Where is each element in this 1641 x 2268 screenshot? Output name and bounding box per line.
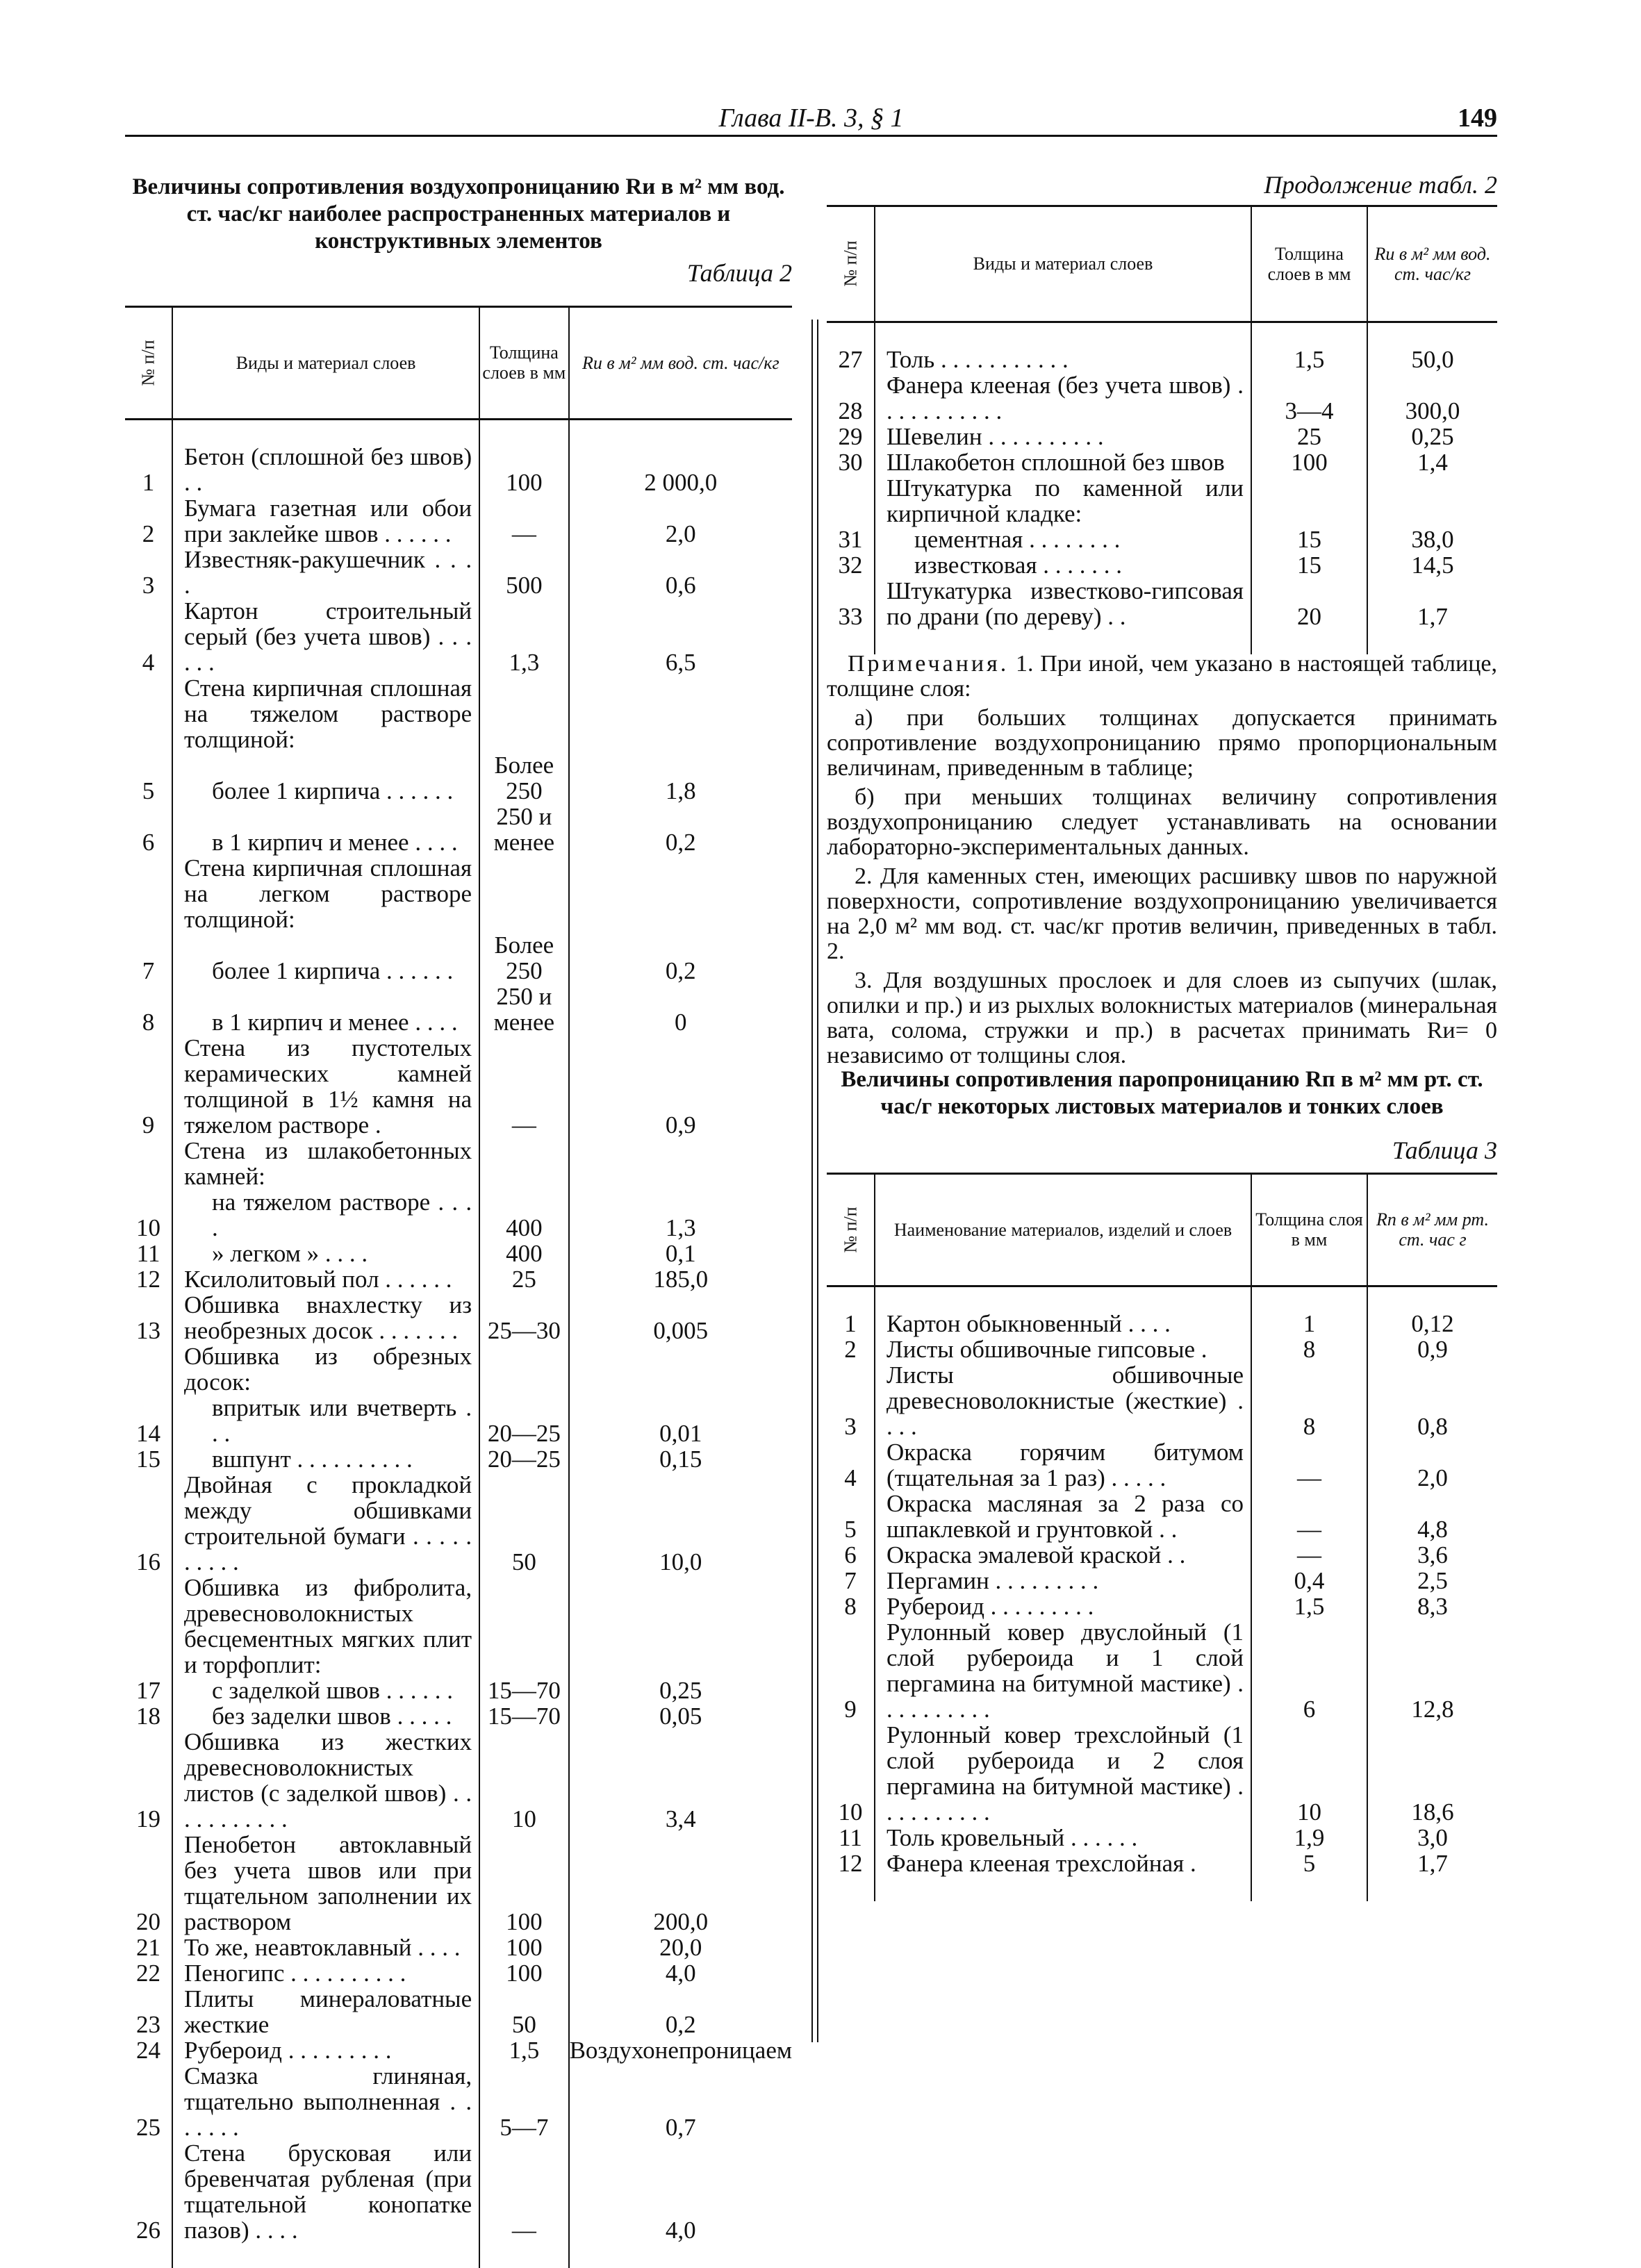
row-material: Стена кирпичная сплошная на тяжелом растворе толщиной: [172,675,479,752]
table-row [827,1722,1497,1825]
row-thickness [479,855,568,932]
row-number: 21 [136,1933,161,1961]
row-thickness [479,1138,568,1189]
row-number [125,1575,172,1678]
row-resistance [569,1575,792,1678]
row-number: 2 [142,520,155,547]
table2-right-body [827,322,1497,654]
row-material: Шевелин . . . . . . . . . . [875,424,1251,449]
row-resistance: 3,0 [1367,1825,1497,1851]
row-thickness: 400 [479,1189,568,1241]
row-number: 19 [136,1805,161,1832]
table-row [125,444,792,495]
row-material: Стена кирпичная сплошная на легком растворе толщиной: [172,855,479,932]
row-resistance: 0,1 [569,1241,792,1266]
table-subheading-row [125,1138,792,1189]
table-row [125,1292,792,1343]
table-row [125,932,792,984]
table-row [125,1678,792,1703]
row-material: Обшивка из фибролита, древесноволокнистых бесцементных мягких плит и торфоплит: [172,1575,479,1678]
row-thickness: 3—4 [1251,372,1367,424]
col-material: Наименование материалов, изделий и слоев [875,1175,1251,1286]
row-material: Толь . . . . . . . . . . . [875,347,1251,372]
table2-notes [827,652,1497,1073]
row-material: Картон строительный серый (без учета швов) . . . . . . [172,598,479,675]
row-number: 22 [136,1959,161,1987]
table-row [827,347,1497,372]
row-resistance: 0 [569,984,792,1035]
table-row [827,527,1497,552]
row-thickness: 100 [1251,449,1367,475]
table3-body [827,1286,1497,1901]
row-thickness: 25 [1251,424,1367,449]
table-row [827,1336,1497,1362]
row-material: Бетон (сплошной без швов) . . [172,444,479,495]
row-material: Смазка глиняная, тщательно выполненная . . . . . . . [172,2063,479,2140]
row-material: Стена брусковая или бревенчатая рубленая (при тщательной конопатке пазов) . . . . [172,2140,479,2243]
row-resistance: 0,05 [569,1703,792,1729]
row-resistance: 0,15 [569,1446,792,1472]
row-resistance: 3,6 [1367,1542,1497,1568]
table-row [827,1542,1497,1568]
row-resistance: 0,6 [569,547,792,598]
row-thickness: 8 [1251,1336,1367,1362]
row-material: Окраска эмалевой краской . . [875,1542,1251,1568]
row-material: Фанера клееная трехслойная . [875,1851,1251,1876]
row-material: с заделкой швов . . . . . . [172,1678,479,1703]
row-resistance: 8,3 [1367,1594,1497,1619]
table-subheading-row [827,475,1497,527]
table2-continuation-label: Продолжение табл. 2 [1264,171,1497,199]
row-resistance [569,855,792,932]
row-number [827,475,875,527]
row-material: Пеногипс . . . . . . . . . . [172,1960,479,1986]
row-resistance: 2 000,0 [569,444,792,495]
row-thickness: 15—70 [479,1703,568,1729]
col-material: Виды и материал слоев [875,207,1251,322]
table-row [125,1960,792,1986]
row-thickness [479,675,568,752]
row-number: 25 [136,2113,161,2141]
row-number: 5 [844,1515,857,1543]
row-thickness: 50 [479,1472,568,1575]
row-material: Пергамин . . . . . . . . . [875,1568,1251,1594]
col-thickness: Толщина слоев в мм [479,308,568,419]
table-row [125,804,792,855]
row-number: 18 [136,1702,161,1730]
row-material: в 1 кирпич и менее . . . . [172,804,479,855]
row-material: Толь кровельный . . . . . . [875,1825,1251,1851]
row-thickness: 15 [1251,552,1367,578]
row-material: Листы обшивочные гипсовые . [875,1336,1251,1362]
row-number: 33 [838,602,863,630]
row-number [125,675,172,752]
row-resistance: 2,5 [1367,1568,1497,1594]
row-number: 10 [136,1214,161,1241]
running-header [125,103,1497,137]
note-3: 3. Для воздушных прослоек и для слоев из сыпучих (шлак, опилки и пр.) и из рыхлых волокнистых материалов (минеральная вата, солома, стружки и пр.) в расчетах принимать Rи= 0 независимо от толщины слоя. [827,968,1497,1068]
row-material: Двойная с прокладкой между обшивками строительной бумаги . . . . . . . . . . [172,1472,479,1575]
row-number: 10 [838,1798,863,1826]
row-material: Рулонный ковер двуслойный (1 слой рубероида и 1 слой пергамина на битумной мастике) . . . . . . . . . . [875,1619,1251,1722]
row-material: Окраска горячим битумом (тщательная за 1 раз) . . . . . [875,1439,1251,1491]
row-number: 13 [136,1316,161,1344]
row-thickness: — [479,1035,568,1138]
row-thickness: 1,5 [1251,347,1367,372]
col-resistance: Rп в м² мм рт. ст. час г [1367,1175,1497,1286]
row-material: Окраска масляная за 2 раза со шпаклевкой и грунтовкой . . [875,1491,1251,1542]
row-resistance: 38,0 [1367,527,1497,552]
row-resistance: 185,0 [569,1266,792,1292]
row-material: без заделки швов . . . . . [172,1703,479,1729]
col-thickness: Толщина слоя в мм [1251,1175,1367,1286]
row-number: 4 [142,648,155,676]
row-thickness: 100 [479,1935,568,1960]
row-material: известковая . . . . . . . [875,552,1251,578]
row-thickness: 100 [479,444,568,495]
row-thickness [479,1575,568,1678]
row-thickness: 50 [479,1986,568,2037]
row-resistance: 1,7 [1367,1851,1497,1876]
table2-left [125,306,792,2268]
row-resistance: 4,0 [569,2140,792,2243]
row-number [125,855,172,932]
table-row [827,552,1497,578]
row-number: 8 [844,1592,857,1620]
table-row [125,1729,792,1832]
table-row [125,2140,792,2243]
row-resistance [569,1138,792,1189]
table-subheading-row [125,1575,792,1678]
row-number: 24 [136,2036,161,2064]
row-thickness: 1,9 [1251,1825,1367,1851]
row-material: Обшивка из обрезных досок: [172,1343,479,1395]
row-material: вшпунт . . . . . . . . . . [172,1446,479,1472]
table-row [827,1568,1497,1594]
row-number: 1 [142,468,155,496]
table-row [827,1362,1497,1439]
row-thickness [1251,475,1367,527]
table-row [125,1395,792,1446]
row-thickness: 15—70 [479,1678,568,1703]
row-number: 5 [142,777,155,804]
row-resistance: 200,0 [569,1832,792,1935]
row-thickness: 6 [1251,1619,1367,1722]
row-number: 1 [844,1309,857,1337]
row-number: 15 [136,1445,161,1473]
row-resistance: 14,5 [1367,552,1497,578]
row-thickness: 1,5 [1251,1594,1367,1619]
row-thickness: 400 [479,1241,568,1266]
row-number: 11 [839,1823,862,1851]
row-material: То же, неавтоклавный . . . . [172,1935,479,1960]
table-row [125,752,792,804]
row-number: 3 [142,571,155,599]
row-material: Штукатурка известково-гипсовая по драни (по дереву) . . [875,578,1251,629]
row-material: » легком » . . . . [172,1241,479,1266]
table-row [125,547,792,598]
table2-right-grid [827,207,1497,654]
table-subheading-row [125,855,792,932]
row-thickness: — [1251,1542,1367,1568]
row-number: 11 [136,1239,160,1267]
row-material: Стена из пустотелых керамических камней толщиной в 1½ камня на тяжелом растворе . [172,1035,479,1138]
row-thickness: — [1251,1491,1367,1542]
table-row [827,1311,1497,1336]
row-thickness: 8 [1251,1362,1367,1439]
row-thickness: 10 [1251,1722,1367,1825]
row-number: 32 [838,551,863,579]
row-resistance: 1,8 [569,752,792,804]
row-material: на тяжелом растворе . . . . [172,1189,479,1241]
row-thickness: — [479,2140,568,2243]
row-thickness: 500 [479,547,568,598]
col-num: № п/п [125,308,172,419]
row-thickness: 100 [479,1832,568,1935]
row-resistance: 18,6 [1367,1722,1497,1825]
row-thickness: 0,4 [1251,1568,1367,1594]
row-material: Фанера клееная (без учета швов) . . . . . . . . . . . [875,372,1251,424]
row-resistance: 0,12 [1367,1311,1497,1336]
row-material: Ксилолитовый пол . . . . . . [172,1266,479,1292]
row-resistance: 20,0 [569,1935,792,1960]
row-resistance [569,1343,792,1395]
row-number: 27 [838,345,863,373]
row-resistance: 2,0 [569,495,792,547]
table-row [125,1935,792,1960]
row-resistance: 50,0 [1367,347,1497,372]
table-row [827,1439,1497,1491]
row-resistance [1367,475,1497,527]
row-number: 14 [136,1419,161,1447]
row-number: 26 [136,2216,161,2244]
row-thickness: 250 и менее [479,984,568,1035]
table-row [125,495,792,547]
table3-caption: Величины сопротивления паропроницанию Rп в м² мм рт. ст. час/г некоторых листовых материалов и тонких слоев [841,1067,1483,1119]
row-material: более 1 кирпича . . . . . . [172,932,479,984]
row-resistance: 1,3 [569,1189,792,1241]
row-resistance: 0,9 [1367,1336,1497,1362]
row-material: впритык или вчетверть . . . [172,1395,479,1446]
row-resistance: 0,7 [569,2063,792,2140]
table2-left-body [125,419,792,2268]
row-resistance: 0,25 [1367,424,1497,449]
row-material: Листы обшивочные древесноволокнистые (жесткие) . . . . [875,1362,1251,1439]
note-1b: б) при меньших толщинах величину сопротивления воздухопроницанию следует устанавливать на основании лабораторно-экспериментальных данных. [827,784,1497,860]
table2-caption: Величины сопротивления воздухопроницанию Rи в м² мм вод. ст. час/кг наиболее распространенных материалов и конструктивных элементов [132,174,785,254]
row-number: 28 [838,397,863,424]
row-material: Известняк-ракушечник . . . . [172,547,479,598]
row-number: 12 [136,1265,161,1293]
table-row [827,1594,1497,1619]
row-material: Плиты минераловатные жесткие [172,1986,479,2037]
row-number: 17 [136,1676,161,1704]
row-number [125,1343,172,1395]
row-thickness: 250 и менее [479,804,568,855]
row-thickness: — [1251,1439,1367,1491]
row-resistance: 6,5 [569,598,792,675]
row-thickness: 1 [1251,1311,1367,1336]
row-thickness: 20—25 [479,1395,568,1446]
row-thickness: 25 [479,1266,568,1292]
row-material: в 1 кирпич и менее . . . . [172,984,479,1035]
row-number: 20 [136,1907,161,1935]
row-thickness: 100 [479,1960,568,1986]
row-resistance: 12,8 [1367,1619,1497,1722]
table2-left-grid [125,308,792,2268]
row-number: 7 [142,957,155,984]
row-number: 9 [142,1111,155,1139]
row-material: Стена из шлакобетонных камней: [172,1138,479,1189]
row-resistance: 300,0 [1367,372,1497,424]
table-subheading-row [125,675,792,752]
table-row [125,1832,792,1935]
row-number: 2 [844,1335,857,1363]
table-row [125,1472,792,1575]
table-row [125,1241,792,1266]
row-number: 8 [142,1008,155,1036]
row-thickness: 25—30 [479,1292,568,1343]
row-number: 9 [844,1695,857,1723]
note-1a: а) при больших толщинах допускается принимать сопротивление воздухопроницанию прямо пропорциональным величинам, приведенным в таблице; [827,705,1497,781]
table-row [827,1851,1497,1876]
row-resistance: 2,0 [1367,1439,1497,1491]
row-material: Штукатурка по каменной или кирпичной кладке: [875,475,1251,527]
row-resistance: 10,0 [569,1472,792,1575]
table-row [125,1266,792,1292]
row-material: более 1 кирпича . . . . . . [172,752,479,804]
table-row [827,424,1497,449]
table-subheading-row [125,1343,792,1395]
row-material: цементная . . . . . . . . [875,527,1251,552]
row-resistance: 4,0 [569,1960,792,1986]
row-number: 3 [844,1412,857,1440]
row-material: Шлакобетон сплошной без швов [875,449,1251,475]
row-material: Рулонный ковер трехслойный (1 слой рубероида и 2 слоя пергамина на битумной мастике) . . . . . . . . . . [875,1722,1251,1825]
row-thickness: 1,3 [479,598,568,675]
table2-right [827,205,1497,654]
table-row [125,1189,792,1241]
row-resistance: 0,2 [569,932,792,984]
row-number: 12 [838,1849,863,1877]
column-separator [811,320,813,2042]
table-row [125,598,792,675]
row-number: 29 [838,422,863,450]
row-number: 30 [838,448,863,476]
row-resistance [569,675,792,752]
row-resistance: 4,8 [1367,1491,1497,1542]
row-resistance: Воздухонепроницаем [569,2036,792,2064]
row-number: 23 [136,2010,161,2038]
table-row [125,2063,792,2140]
row-thickness: 15 [1251,527,1367,552]
row-thickness: — [479,495,568,547]
col-num: № п/п [827,1175,875,1286]
row-material: Бумага газетная или обои при заклейке швов . . . . . . [172,495,479,547]
row-resistance: 0,8 [1367,1362,1497,1439]
table-row [827,372,1497,424]
chapter-reference: Глава II-B. 3, § 1 [718,104,904,133]
row-material: Рубероид . . . . . . . . . [172,2037,479,2063]
row-resistance: 0,005 [569,1292,792,1343]
row-resistance: 1,4 [1367,449,1497,475]
table3-grid [827,1175,1497,1901]
col-num: № п/п [827,207,875,322]
row-resistance: 1,7 [1367,578,1497,629]
row-thickness: 20—25 [479,1446,568,1472]
table-row [827,1619,1497,1722]
row-thickness: 20 [1251,578,1367,629]
table2-label: Таблица 2 [686,259,792,287]
row-thickness: 5 [1251,1851,1367,1876]
col-resistance: Rи в м² мм вод. ст. час/кг [1367,207,1497,322]
table-row [827,1491,1497,1542]
row-resistance: 0,25 [569,1678,792,1703]
table-row [125,1986,792,2037]
row-material: Картон обыкновенный . . . . [875,1311,1251,1336]
row-thickness [479,1343,568,1395]
row-material: Обшивка из жестких древесноволокнистых листов (с заделкой швов) . . . . . . . . . . . [172,1729,479,1832]
col-material: Виды и материал слоев [172,308,479,419]
page-number: 149 [1458,104,1497,133]
row-resistance: 0,9 [569,1035,792,1138]
table-row [827,1825,1497,1851]
row-thickness: 10 [479,1729,568,1832]
col-resistance: Rи в м² мм вод. ст. час/кг [569,308,792,419]
column-separator-inner [817,320,818,2042]
table-row [827,578,1497,629]
row-number: 6 [844,1541,857,1568]
table-row [125,2037,792,2063]
row-thickness: 1,5 [479,2037,568,2063]
col-thickness: Толщина слоев в мм [1251,207,1367,322]
row-material: Обшивка внахлестку из необрезных досок . . . . . . . [172,1292,479,1343]
row-number [125,1138,172,1189]
row-thickness: Более 250 [479,932,568,984]
table3 [827,1173,1497,1901]
row-resistance: 0,2 [569,1986,792,2037]
table-row [827,449,1497,475]
row-number: 4 [844,1464,857,1491]
note-1: 1. При иной, чем указано в настоящей таблице, толщине слоя: [827,651,1497,702]
table-row [125,1446,792,1472]
table-row [125,1035,792,1138]
table-row [125,984,792,1035]
row-material: Рубероид . . . . . . . . . [875,1594,1251,1619]
row-resistance: 0,01 [569,1395,792,1446]
row-resistance: 0,2 [569,804,792,855]
row-number: 7 [844,1566,857,1594]
table3-label: Таблица 3 [1392,1136,1497,1164]
row-material: Пенобетон автоклавный без учета швов или при тщательном заполнении их раствором [172,1832,479,1935]
row-resistance: 3,4 [569,1729,792,1832]
row-number: 6 [142,828,155,856]
note-2: 2. Для каменных стен, имеющих расшивку швов по наружной поверхности, сопротивление воздухопроницанию увеличивается на 2,0 м² мм вод. ст. час/кг против величин, приведенных в табл. 2. [827,863,1497,964]
table-row [125,1703,792,1729]
notes-title: Примечания. [848,651,1009,677]
row-number: 16 [136,1548,161,1575]
row-thickness: 5—7 [479,2063,568,2140]
row-number: 31 [838,525,863,553]
row-thickness: Более 250 [479,752,568,804]
